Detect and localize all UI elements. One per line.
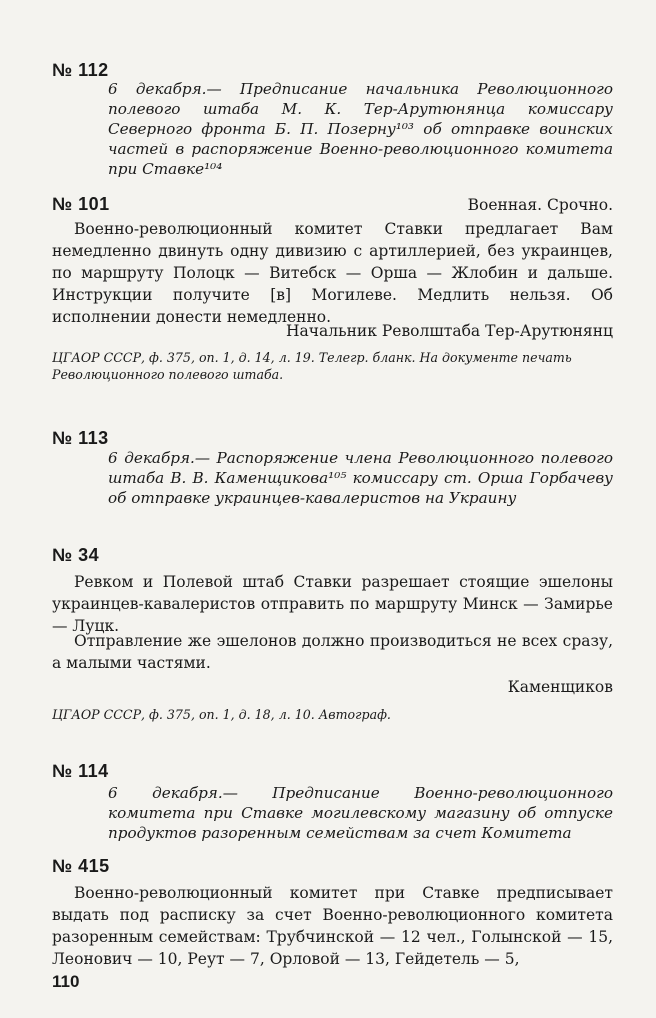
doc-113-number: № 113 xyxy=(52,428,109,448)
doc-34-text-2: Отправление же эшелонов должно производиться не всех сразу, а малыми частями. xyxy=(52,632,613,672)
doc-34-text-1: Ревком и Полевой штаб Ставки разрешает стоящие эшелоны украинцев-кавалеристов отправить по маршруту Минск — Замирье — Луцк. xyxy=(52,573,613,635)
doc-101-source: ЦГАОР СССР, ф. 375, оп. 1, д. 14, л. 19. Телегр. бланк. На документе печать Революционного полевого штаба. xyxy=(52,350,572,382)
page-number: 110 xyxy=(52,972,80,991)
doc-101-marking: Военная. Срочно. xyxy=(467,196,613,214)
doc-113-heading: 6 декабря.— Распоряжение члена Революционного полевого штаба В. В. Каменщикова¹⁰⁵ комиссару ст. Орша Горбачеву об отправке украинцев-кавалеристов на Украину xyxy=(108,449,613,507)
doc-101-signature: Начальник Револштаба Тер-Арутюнянц xyxy=(286,322,613,340)
doc-101-text: Военно-революционный комитет Ставки предлагает Вам немедленно двинуть одну дивизию с артиллерией, без украинцев, по маршруту Полоцк — Витебск — Орша — Жлобин и дальше. Инструкции получите [в] Могилеве. Медлить нельзя. Об исполнении донести немедленно. xyxy=(52,220,613,326)
doc-415-text: Военно-революционный комитет при Ставке предписывает выдать под расписку за счет Военно-революционного комитета разоренным семействам: Трубчинской — 12 чел., Голынской — 15, Леонович — 10, Реут — 7, Орловой — 13, Гейдетель — 5, xyxy=(52,884,613,968)
doc-114-number: № 114 xyxy=(52,761,109,781)
doc-34-signature: Каменщиков xyxy=(507,678,613,696)
doc-112-heading: 6 декабря.— Предписание начальника Революционного полевого штаба М. К. Тер-Арутюнянца комиссару Северного фронта Б. П. Позерну¹⁰³ об отправке воинских частей в распоряжение Военно-революционного комитета при Ставке¹⁰⁴ xyxy=(108,80,613,178)
doc-114-heading: 6 декабря.— Предписание Военно-революционного комитета при Ставке могилевскому магазину об отпуске продуктов разоренным семействам за счет Комитета xyxy=(108,784,613,842)
doc-34-source: ЦГАОР СССР, ф. 375, оп. 1, д. 18, л. 10. Автограф. xyxy=(52,707,391,722)
doc-34-number: № 34 xyxy=(52,545,100,565)
doc-101-number: № 101 xyxy=(52,194,110,214)
doc-112-number: № 112 xyxy=(52,60,109,80)
doc-415-number: № 415 xyxy=(52,856,110,876)
